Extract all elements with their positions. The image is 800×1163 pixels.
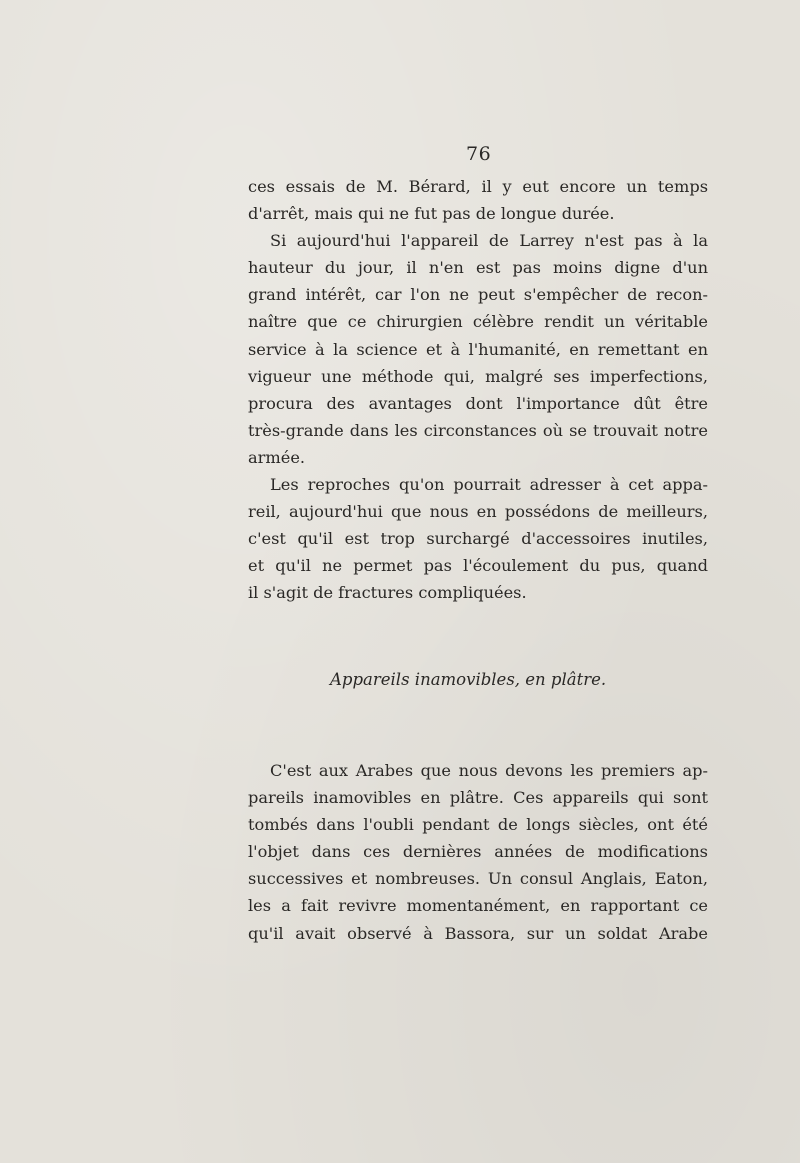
text-line: service à la science et à l'humanité, en remettant en xyxy=(248,339,708,359)
text-line: et qu'il ne permet pas l'écoulement du pus, quand xyxy=(248,556,708,576)
text-line: d'arrêt, mais qui ne fut pas de longue durée. xyxy=(248,204,615,224)
text-line: Si aujourd'hui l'appareil de Larrey n'est pas à la xyxy=(270,231,708,251)
text-line: grand intérêt, car l'on ne peut s'empêcher de recon- xyxy=(248,285,708,305)
text-line: reil, aujourd'hui que nous en possédons de meilleurs, xyxy=(248,502,708,522)
text-line: successives et nombreuses. Un consul Anglais, Eaton, xyxy=(248,869,708,889)
text-line: c'est qu'il est trop surchargé d'accessoires inutiles, xyxy=(248,529,708,549)
page-number: 76 xyxy=(466,143,492,165)
text-line: naître que ce chirurgien célèbre rendit un véritable xyxy=(248,312,708,332)
text-line: pareils inamovibles en plâtre. Ces appareils qui sont xyxy=(248,788,708,808)
text-line: l'objet dans ces dernières années de modifications xyxy=(248,842,708,862)
text-line: tombés dans l'oubli pendant de longs siècles, ont été xyxy=(248,815,708,835)
text-line: ces essais de M. Bérard, il y eut encore un temps xyxy=(248,177,708,196)
text-block-bottom xyxy=(248,757,708,947)
section-heading: Appareils inamovibles, en plâtre. xyxy=(330,670,607,689)
text-line: Les reproches qu'on pourrait adresser à cet appa- xyxy=(270,475,708,495)
text-line: vigueur une méthode qui, malgré ses imperfections, xyxy=(248,366,708,386)
text-line: procura des avantages dont l'importance dût être xyxy=(248,393,708,413)
text-line: très-grande dans les circonstances où se trouvait notre xyxy=(248,420,708,440)
text-line: hauteur du jour, il n'en est pas moins digne d'un xyxy=(248,258,708,278)
text-line: il s'agit de fractures compliquées. xyxy=(248,583,527,603)
text-line: C'est aux Arabes que nous devons les premiers ap- xyxy=(270,761,708,780)
text-line: qu'il avait observé à Bassora, sur un soldat Arabe xyxy=(248,923,708,943)
text-line: armée. xyxy=(248,447,306,467)
text-line: les a fait revivre momentanément, en rapportant ce xyxy=(248,896,708,916)
text-block-top xyxy=(248,173,708,607)
